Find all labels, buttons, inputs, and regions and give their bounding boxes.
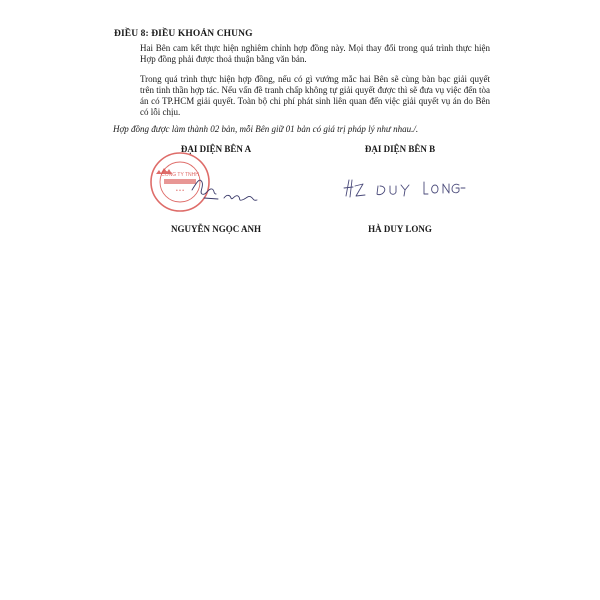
party-a-title: ĐẠI DIỆN BÊN A [180, 144, 252, 154]
signature-party-b-icon [340, 168, 470, 213]
closing-statement: Hợp đồng được làm thành 02 bản, mỗi Bên giữ 01 bản có giá trị pháp lý như nhau./. [113, 124, 419, 134]
article-heading: ĐIỀU 8: ĐIỀU KHOẢN CHUNG [114, 29, 253, 39]
svg-text:• • •: • • • [175, 188, 185, 194]
paragraph-dispute: Trong quá trình thực hiện hợp đồng, nếu có gì vướng mắc hai Bên sẽ cùng bàn bạc giải quyết trên tinh thần hợp tác. Nếu vấn đề tranh chấp không tự giải quyết được thì sẽ đưa vụ việc đến tòa án có TP.HCM giải quyết. Toàn bộ chi phí phát sinh liên quan đến việc giải quyết vụ án do Bên có lỗi chịu. [140, 74, 490, 117]
party-b-title: ĐẠI DIỆN BÊN B [364, 144, 436, 154]
seal-text: CÔNG TY TNHH [161, 172, 199, 178]
company-seal-icon [142, 152, 277, 220]
party-a-name: NGUYỄN NGỌC ANH [170, 224, 261, 234]
paragraph-commitment: Hai Bên cam kết thực hiện nghiêm chỉnh hợp đồng này. Mọi thay đổi trong quá trình thực hiện Hợp đồng phải được thoả thuận bằng văn bản. [140, 43, 490, 64]
party-b-name: HÀ DUY LONG [368, 224, 432, 234]
